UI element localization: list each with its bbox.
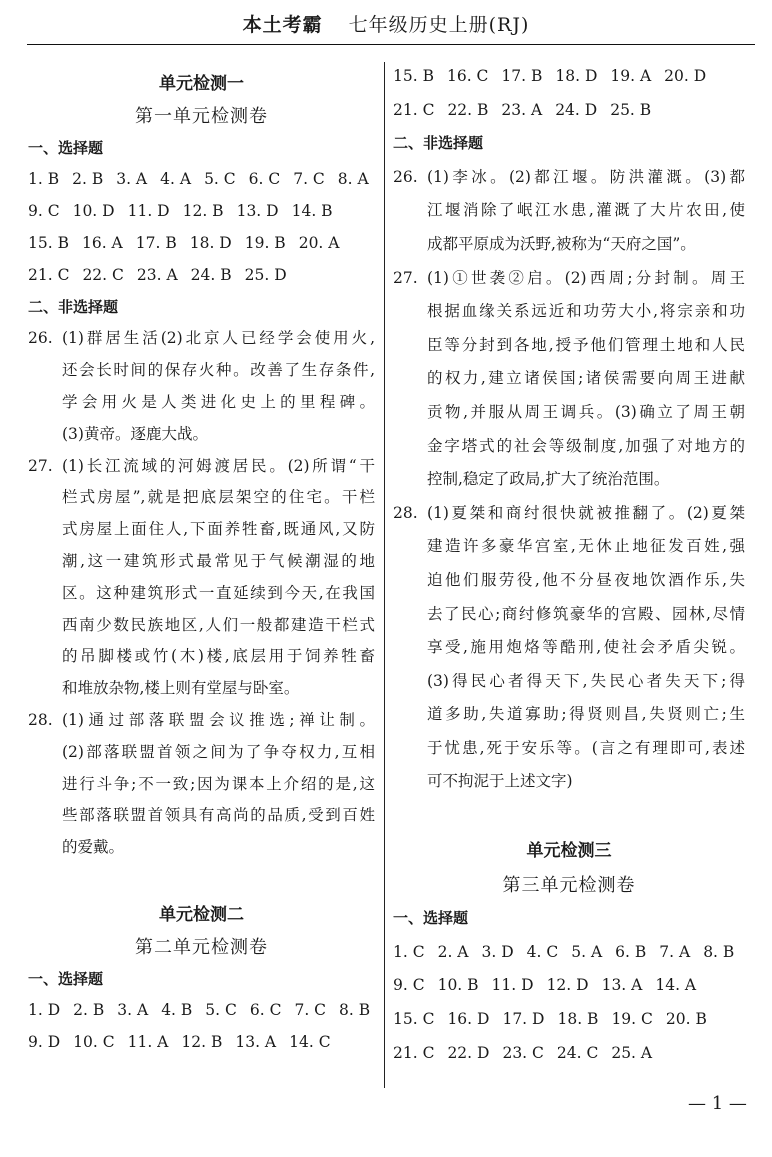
choice-answer: 12. B: [182, 202, 224, 221]
question-type-heading: 一、选择题: [28, 969, 104, 988]
choice-row: [28, 228, 375, 260]
answer-line: 的权力,建立诸侯国;诸侯需要向周王进献: [427, 369, 745, 388]
choice-answer: 9. C: [393, 976, 425, 995]
question-type-heading: 一、选择题: [393, 909, 469, 928]
answer-line: 根据血缘关系远近和功劳大小,将宗亲和功: [427, 302, 745, 321]
answer-line: 式房屋上面住人,下面养牲畜,既通风,又防: [62, 520, 375, 539]
choice-answer: 8. A: [337, 170, 369, 189]
answer-line: (1)李冰。(2)都江堰。防洪灌溉。(3)都: [427, 167, 745, 186]
question-number: 28.: [393, 503, 418, 522]
answer-line: 和堆放杂物,楼上则有堂屋与卧室。: [62, 679, 300, 698]
choice-answer: 20. A: [298, 233, 340, 252]
choice-answer: 23. C: [502, 1043, 544, 1062]
choice-row: [393, 969, 745, 1003]
choice-row: [28, 995, 375, 1027]
choice-answer: 16. A: [81, 233, 123, 252]
choice-answer: 3. A: [116, 170, 148, 189]
choice-answers: [28, 164, 375, 291]
choice-row: [28, 260, 375, 292]
section-title: 单元检测三: [526, 841, 612, 862]
choice-answer: 5. C: [205, 1001, 237, 1020]
choice-row: [28, 196, 375, 228]
choice-answer: 6. C: [249, 1001, 282, 1020]
choice-answer: 16. D: [447, 1010, 490, 1029]
page-header: [0, 10, 772, 37]
header-rule: [27, 44, 755, 45]
answer-line: 于忧患,死于安乐等。(言之有理即可,表述: [427, 738, 745, 757]
choice-answer: 22. D: [447, 1043, 490, 1062]
right-column: [393, 60, 745, 1070]
answer-line: 学会用火是人类进化史上的里程碑。: [62, 392, 375, 411]
section-title: 单元检测二: [159, 904, 244, 925]
section-title: 单元检测一: [159, 74, 244, 94]
question-number: 27.: [28, 456, 53, 475]
choice-answer: 22. B: [447, 100, 489, 119]
choice-answer: 14. B: [291, 202, 333, 221]
book-subtitle: 七年级历史上册(RJ): [348, 14, 530, 36]
question-answer: [393, 161, 745, 262]
page-number: — 1 —: [688, 1093, 747, 1114]
choice-answer: 13. A: [235, 1033, 277, 1052]
choice-row: [393, 1003, 745, 1037]
choice-answer: 23. A: [136, 265, 178, 284]
choice-answer: 1. B: [28, 170, 60, 189]
choice-answer: 9. C: [28, 202, 60, 221]
section-subtitle: 第三单元检测卷: [502, 874, 636, 896]
choice-row: [393, 60, 745, 94]
question-number: 26.: [393, 167, 418, 186]
answer-line: 区。这种建筑形式一直延续到今天,在我国: [62, 583, 375, 602]
choice-answer: 16. C: [446, 67, 489, 85]
choice-answer: 2. A: [437, 942, 469, 961]
choice-row: [28, 164, 375, 196]
choice-answer: 20. D: [664, 67, 707, 85]
choice-answer: 12. D: [546, 976, 589, 995]
choice-answers: [393, 936, 745, 1070]
choice-answers: [28, 995, 375, 1059]
choice-answer: 25. B: [610, 100, 652, 119]
question-answer: [28, 705, 375, 864]
answer-line: (2)部落联盟首领之间为了争夺权力,互相: [62, 742, 375, 761]
choice-answer: 24. D: [555, 100, 598, 119]
choice-row: [28, 1027, 375, 1059]
column-divider: [384, 62, 385, 1088]
choice-answer: 13. D: [236, 202, 279, 221]
choice-answer: 4. C: [526, 942, 559, 961]
answer-line: 享受,施用炮烙等酷刑,使社会矛盾尖锐。: [427, 638, 745, 657]
answer-line: (1)群居生活(2)北京人已经学会使用火,: [62, 329, 375, 348]
answer-line: (1)长江流域的河姆渡居民。(2)所谓“干: [62, 456, 375, 475]
choice-answer: 12. B: [181, 1033, 223, 1052]
choice-answer: 9. D: [28, 1033, 61, 1052]
choice-answer: 18. B: [557, 1010, 599, 1029]
answer-line: 可不拘泥于上述文字): [427, 772, 573, 791]
choice-answer: 11. D: [127, 202, 170, 221]
answer-line: 金字塔式的社会等级制度,加强了对地方的: [427, 436, 745, 455]
answer-line: 的爱戴。: [62, 838, 125, 857]
choice-answer: 11. D: [491, 976, 534, 995]
choice-answer: 6. B: [615, 942, 647, 961]
question-number: 26.: [28, 329, 53, 348]
answer-line: 的吊脚楼或竹(木)楼,底层用于饲养牲畜: [62, 647, 375, 666]
answer-line: 控制,稳定了政局,扩大了统治范围。: [427, 470, 670, 489]
choice-answer: 21. C: [393, 100, 435, 119]
answer-line: 道多助,失道寡助;得贤则昌,失贤则亡;生: [427, 705, 745, 724]
answer-line: (1)通过部落联盟会议推选;禅让制。: [62, 710, 375, 729]
choice-answer: 17. B: [501, 67, 543, 85]
choice-answer: 8. B: [339, 1001, 371, 1020]
choice-answer: 19. A: [610, 67, 652, 85]
choice-row: [393, 94, 745, 128]
choice-answer: 10. C: [73, 1033, 115, 1052]
question-answer: [393, 497, 745, 799]
answer-line: (1)①世袭②启。(2)西周;分封制。周王: [427, 268, 745, 287]
choice-answer: 14. C: [289, 1033, 331, 1052]
answer-line: 进行斗争;不一致;因为课本上介绍的是,这: [62, 774, 375, 793]
answer-line: 迫他们服劳役,他不分昼夜地饮酒作乐,失: [427, 570, 745, 589]
choice-answer: 15. C: [393, 1010, 435, 1029]
choice-answer: 2. B: [73, 1001, 105, 1020]
choice-answer: 23. A: [501, 100, 543, 119]
choice-answer: 18. D: [555, 67, 598, 85]
section-subtitle: 第一单元检测卷: [135, 105, 268, 127]
choice-answer: 25. D: [244, 265, 287, 284]
choice-answer: 5. C: [204, 170, 236, 189]
choice-answer: 1. C: [393, 942, 425, 961]
answer-line: 建造许多豪华宫室,无休止地征发百姓,强: [427, 537, 745, 556]
answer-line: 栏式房屋”,就是把底层架空的住宅。干栏: [62, 488, 375, 507]
answer-line: (1)夏桀和商纣很快就被推翻了。(2)夏桀: [427, 503, 745, 522]
answer-line: 西南少数民族地区,人们一般都建造干栏式: [62, 615, 375, 634]
choice-answer: 4. A: [160, 170, 192, 189]
choice-row: [393, 936, 745, 970]
question-number: 27.: [393, 268, 418, 287]
answer-line: 潮,这一建筑形式最常见于气候潮湿的地: [62, 551, 375, 570]
choice-answer: 20. B: [665, 1010, 707, 1029]
choice-answer: 4. B: [161, 1001, 193, 1020]
question-answer: [28, 323, 375, 450]
question-number: 28.: [28, 710, 53, 729]
choice-answer: 10. D: [72, 202, 115, 221]
question-answer: [28, 451, 375, 705]
answer-line: 臣等分封到各地,授予他们管理土地和人民: [427, 335, 745, 354]
question-type-heading: 一、选择题: [28, 138, 104, 157]
answer-line: 贡物,并服从周王调兵。(3)确立了周王朝: [427, 402, 745, 421]
choice-answer: 7. C: [294, 1001, 327, 1020]
choice-answer: 10. B: [437, 976, 479, 995]
answer-line: 江堰消除了岷江水患,灌溉了大片农田,使: [427, 201, 745, 220]
answer-line: 些部落联盟首领具有高尚的品质,受到百姓: [62, 806, 375, 825]
answer-line: (3)得民心者得天下,失民心者失天下;得: [427, 671, 745, 690]
answer-line: 还会长时间的保存火种。改善了生存条件,: [62, 361, 375, 380]
choice-answer: 6. C: [248, 170, 281, 189]
choice-answer: 15. B: [393, 67, 434, 85]
answer-line: 去了民心;商纣修筑豪华的宫殿、园林,尽情: [427, 604, 745, 623]
question-type-heading: 二、非选择题: [28, 297, 119, 316]
choice-answer: 24. B: [190, 265, 232, 284]
choice-answer: 25. A: [611, 1043, 653, 1062]
choice-answer: 1. D: [28, 1001, 61, 1020]
choice-answer: 7. C: [293, 170, 325, 189]
answer-line: (3)黄帝。逐鹿大战。: [62, 424, 208, 443]
choice-answer: 13. A: [601, 976, 643, 995]
question-answer: [393, 262, 745, 497]
choice-answer: 14. A: [655, 976, 697, 995]
choice-answer: 21. C: [28, 265, 70, 284]
choice-answer: 17. B: [135, 233, 177, 252]
choice-answer: 15. B: [28, 233, 69, 252]
choice-answer: 2. B: [72, 170, 104, 189]
choice-answer: 3. D: [481, 942, 514, 961]
choice-answer: 11. A: [127, 1033, 169, 1052]
choice-answer: 24. C: [556, 1043, 599, 1062]
choice-answers: [393, 60, 745, 127]
choice-answer: 8. B: [703, 942, 735, 961]
choice-answer: 5. A: [571, 942, 603, 961]
choice-answer: 19. C: [611, 1010, 653, 1029]
choice-answer: 7. A: [659, 942, 691, 961]
book-brand: 本土考霸: [242, 14, 323, 36]
choice-answer: 3. A: [117, 1001, 149, 1020]
left-column: [28, 69, 375, 1059]
section-subtitle: 第二单元检测卷: [135, 936, 268, 958]
answer-line: 成都平原成为沃野,被称为“天府之国”。: [427, 234, 696, 253]
choice-answer: 21. C: [393, 1043, 435, 1062]
choice-row: [393, 1037, 745, 1071]
choice-answer: 18. D: [189, 233, 232, 252]
choice-answer: 22. C: [82, 265, 124, 284]
choice-answer: 19. B: [244, 233, 286, 252]
choice-answer: 17. D: [502, 1010, 545, 1029]
question-type-heading: 二、非选择题: [393, 134, 484, 153]
